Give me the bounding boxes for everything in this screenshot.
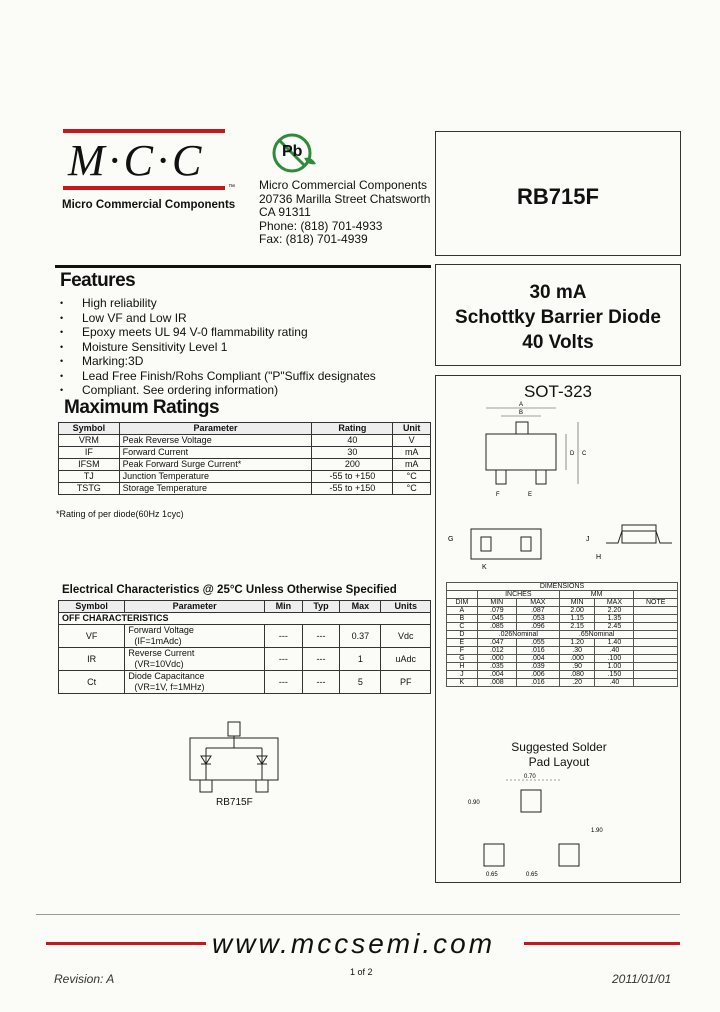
dimensions-table: DIMENSIONS INCHES MM DIM MIN MAX MIN MAX NOTE A .079 .087 2.00 2.20 B .045 .053 1.15 1.35 C .085 .096 2.15 2.45 D .026Nominal .65Nominal E .047 .055 1.20 1.40 F .012 .016 .30 .40 G .000 .004 .000 .100 H .035 .039 .90 1.00 J .004 .006 .080 .150 K .008 .016 .20 .40 [446, 582, 678, 687]
package-box [435, 375, 681, 883]
list-item: • Moisture Sensitivity Level 1 [60, 340, 376, 355]
table-row: IFSM Peak Forward Surge Current* 200 mA [59, 459, 431, 471]
table-row: K .008 .016 .20 .40 [447, 679, 678, 687]
table-row: F .012 .016 .30 .40 [447, 647, 678, 655]
revision-date: 2011/01/01 [612, 972, 672, 986]
schematic-label: RB715F [216, 797, 253, 808]
svg-text:H: H [596, 554, 602, 561]
table-row: IF Forward Current 30 mA [59, 447, 431, 459]
svg-text:G: G [448, 536, 454, 543]
mcc-logo: M·C·C [68, 136, 206, 185]
table-row: J .004 .006 .080 .150 [447, 671, 678, 679]
company-name: Micro Commercial Components [62, 199, 236, 211]
svg-text:B: B [519, 410, 524, 416]
list-item: • Marking:3D [60, 354, 376, 369]
svg-text:0.90: 0.90 [468, 800, 480, 806]
table-row: Ct Diode Capacitance (VR=1V, f=1MHz) --- --- 5 PF [59, 671, 431, 694]
svg-text:F: F [496, 492, 500, 498]
table-row: TSTG Storage Temperature -55 to +150 °C [59, 483, 431, 495]
elec-table: Symbol Parameter Min Typ Max Units OFF CHARACTERISTICS VF Forward Voltage (IF=1mAdc) --- --- 0.37 Vdc IR Reverse Current (VR=10Vdc) --- --- 1 uAdc Ct Diode Capacitance (VR=1V, f=1MHz) --- --- 5 PF [58, 600, 431, 694]
svg-text:A: A [519, 402, 524, 408]
svg-text:D: D [570, 451, 575, 457]
table-row: A .079 .087 2.00 2.20 [447, 607, 678, 615]
features-list [60, 296, 376, 398]
rating-note: *Rating of per diode(60Hz 1cyc) [56, 509, 184, 519]
svg-text:1.90: 1.90 [591, 828, 603, 834]
svg-text:0.65: 0.65 [486, 872, 498, 878]
company-address: Micro Commercial Components 20736 Marilla Street Chatsworth CA 91311 Phone: (818) 701-4933 Fax: (818) 701-4939 [259, 178, 431, 246]
svg-text:J: J [586, 536, 590, 543]
svg-text:0.70: 0.70 [524, 774, 536, 780]
logo-bottom-bar [63, 186, 225, 190]
max-ratings-title: Maximum Ratings [64, 397, 220, 418]
svg-text:K: K [482, 564, 487, 571]
svg-text:E: E [528, 492, 533, 498]
description-box [435, 264, 681, 366]
package-top-view [456, 398, 606, 503]
features-title: Features [60, 270, 136, 291]
solder-pad-layout [466, 772, 656, 882]
revision: Revision: A [54, 972, 115, 986]
package-name: SOT-323 [523, 382, 593, 401]
table-row: VF Forward Voltage (IF=1mAdc) --- --- 0.37 Vdc [59, 625, 431, 648]
table-row: E .047 .055 1.20 1.40 [447, 639, 678, 647]
pb-label: Pb [282, 143, 303, 160]
max-ratings-table: Symbol Parameter Rating Unit VRM Peak Reverse Voltage 40 V IF Forward Current 30 mA IFSM Peak Forward Surge Current* 200 mA TJ Junction Temperature -55 to +150 °C TSTG Storage Temperature -55 to +150 °C [58, 422, 431, 495]
elec-title: Electrical Characteristics @ 25°C Unless Otherwise Specified [62, 584, 397, 596]
footer-bar-left [46, 942, 206, 945]
solder-title: Suggested Solder Pad Layout [511, 740, 607, 769]
list-item: • Lead Free Finish/Rohs Compliant ("P"Suffix designates [60, 369, 376, 384]
footer-bar-right [524, 942, 680, 945]
table-row: C .085 .096 2.15 2.45 [447, 623, 678, 631]
table-row: G .000 .004 .000 .100 [447, 655, 678, 663]
list-item: • High reliability [60, 296, 376, 311]
table-row: H .035 .039 .90 1.00 [447, 663, 678, 671]
table-row: TJ Junction Temperature -55 to +150 °C [59, 471, 431, 483]
page-number: 1 of 2 [350, 967, 373, 977]
desc-voltage: 40 Volts [522, 332, 594, 353]
features-rule [55, 265, 431, 268]
part-number: RB715F [517, 184, 599, 209]
table-row: D .026Nominal .65Nominal [447, 631, 678, 639]
part-number-box [435, 131, 681, 256]
package-side-view [446, 519, 676, 574]
list-item: • Compliant. See ordering information) [60, 383, 376, 398]
list-item: • Epoxy meets UL 94 V-0 flammability rating [60, 325, 376, 340]
table-row: B .045 .053 1.15 1.35 [447, 615, 678, 623]
footer-divider [36, 914, 680, 915]
lead-free-icon [270, 132, 320, 174]
logo-trademark: ™ [228, 184, 235, 191]
footer-url: www.mccsemi.com [212, 928, 496, 959]
table-row: IR Reverse Current (VR=10Vdc) --- --- 1 uAdc [59, 648, 431, 671]
diode-schematic [186, 720, 286, 798]
desc-type: Schottky Barrier Diode [455, 307, 661, 328]
svg-text:0.65: 0.65 [526, 872, 538, 878]
desc-current: 30 mA [529, 282, 587, 303]
list-item: • Low VF and Low IR [60, 311, 376, 326]
logo-top-bar [63, 129, 225, 133]
svg-text:C: C [582, 451, 587, 457]
table-row: VRM Peak Reverse Voltage 40 V [59, 435, 431, 447]
